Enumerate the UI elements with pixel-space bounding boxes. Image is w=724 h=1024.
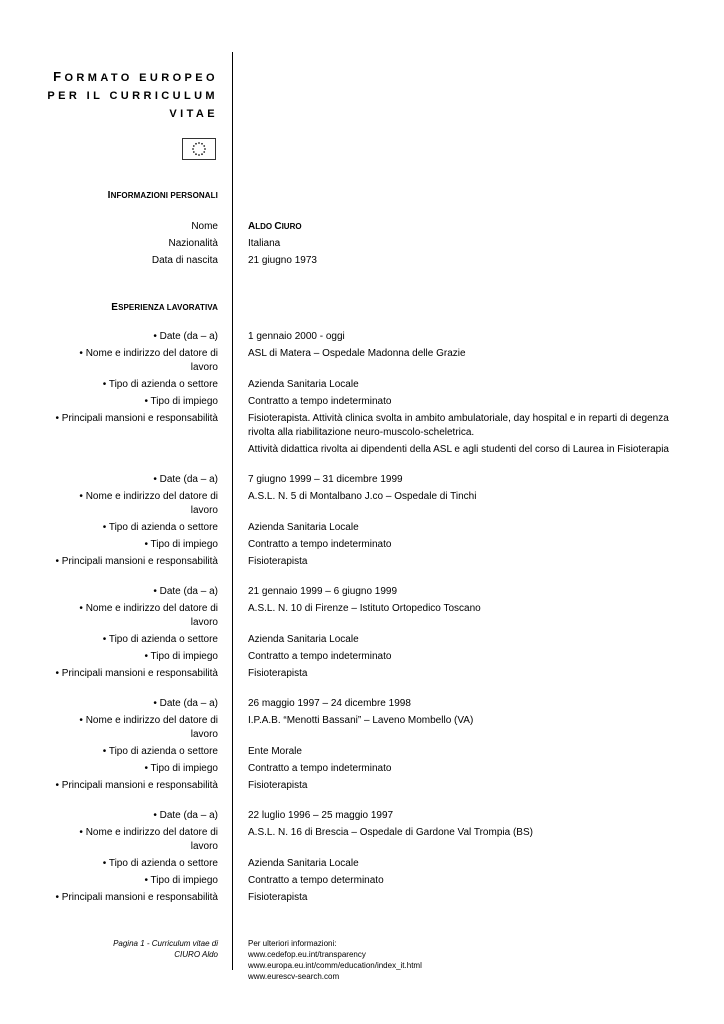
job-duties-label: • Principali mansioni e responsabilità (55, 413, 218, 424)
job-duties: Fisioterapista (248, 556, 308, 567)
job-employment-label: • Tipo di impiego (144, 539, 218, 550)
footer-info (248, 938, 548, 982)
job-duties-label: • Principali mansioni e responsabilità (55, 892, 218, 903)
birth-date-label: Data di nascita (151, 255, 218, 266)
job-employer: ASL di Matera – Ospedale Madonna delle Grazie (248, 348, 466, 359)
job-sector: Azienda Sanitaria Locale (248, 522, 359, 533)
name-label: Nome (191, 221, 218, 232)
job-sector-label: • Tipo di azienda o settore (102, 858, 218, 869)
nationality-label: Nazionalità (168, 238, 218, 249)
job-employer: A.S.L. N. 16 di Brescia – Ospedale di Gardone Val Trompia (BS) (248, 827, 533, 838)
birth-date-value: 21 giugno 1973 (248, 255, 317, 266)
job-date-label: • Date (da – a) (153, 698, 218, 709)
job-date-label: • Date (da – a) (153, 331, 218, 342)
document-title: FORMATO EUROPEO PER IL CURRICULUM VITAE (47, 69, 218, 120)
job-employer-label: • Nome e indirizzo del datore di lavoro (79, 715, 218, 740)
job-duties: Fisioterapista (248, 668, 308, 679)
job-sector-label: • Tipo di azienda o settore (102, 634, 218, 645)
job-date-label: • Date (da – a) (153, 586, 218, 597)
job-date: 22 luglio 1996 – 25 maggio 1997 (248, 810, 394, 821)
job-employer-label: • Nome e indirizzo del datore di lavoro (79, 491, 218, 516)
eu-flag-logo (182, 138, 216, 160)
job-employment-label: • Tipo di impiego (144, 763, 218, 774)
job-employment-label: • Tipo di impiego (144, 651, 218, 662)
job-sector-label: • Tipo di azienda o settore (102, 522, 218, 533)
job-date-label: • Date (da – a) (153, 810, 218, 821)
job-duties-extra: Attività didattica rivolta ai dipendenti della ASL e agli studenti del corso di Laurea in Fisioterapia (248, 444, 669, 455)
job-date: 1 gennaio 2000 - oggi (248, 331, 345, 342)
footer-link[interactable]: www.eurescv-search.com (248, 972, 340, 981)
job-sector-label: • Tipo di azienda o settore (102, 379, 218, 390)
page-footer-label: Pagina 1 - Curriculum vitae di CIURO Aldo (113, 939, 218, 959)
job-duties: Fisioterapista (248, 892, 308, 903)
job-sector-label: • Tipo di azienda o settore (102, 746, 218, 757)
job-employer-label: • Nome e indirizzo del datore di lavoro (79, 603, 218, 628)
job-duties: Fisioterapista (248, 780, 308, 791)
personal-info-heading: INFORMAZIONI PERSONALI (107, 190, 218, 201)
work-experience-heading: ESPERIENZA LAVORATIVA (111, 302, 218, 313)
job-sector: Azienda Sanitaria Locale (248, 858, 359, 869)
job-employment: Contratto a tempo indeterminato (248, 763, 392, 774)
job-employment-label: • Tipo di impiego (144, 875, 218, 886)
name-value: ALDO CIURO (248, 221, 302, 232)
nationality-value: Italiana (248, 238, 281, 249)
eu-stars-icon (183, 139, 215, 159)
job-employer: A.S.L. N. 10 di Firenze – Istituto Ortopedico Toscano (248, 603, 481, 614)
job-duties: Fisioterapista. Attività clinica svolta in ambito ambulatoriale, day hospital e in reparti di degenza rivolta alla riabilitazione neuro-muscolo-scheletrica. (248, 413, 669, 438)
job-sector: Azienda Sanitaria Locale (248, 634, 359, 645)
job-employment: Contratto a tempo indeterminato (248, 539, 392, 550)
job-date: 7 giugno 1999 – 31 dicembre 1999 (248, 474, 403, 485)
job-sector: Azienda Sanitaria Locale (248, 379, 359, 390)
job-duties-label: • Principali mansioni e responsabilità (55, 556, 218, 567)
footer-link[interactable]: www.cedefop.eu.int/transparency (248, 950, 366, 959)
column-divider (232, 52, 233, 970)
job-date: 26 maggio 1997 – 24 dicembre 1998 (248, 698, 411, 709)
job-employer-label: • Nome e indirizzo del datore di lavoro (79, 827, 218, 852)
job-employment: Contratto a tempo indeterminato (248, 651, 392, 662)
footer-link[interactable]: www.europa.eu.int/comm/education/index_it.html (248, 961, 422, 970)
job-employer-label: • Nome e indirizzo del datore di lavoro (79, 348, 218, 373)
job-employment-label: • Tipo di impiego (144, 396, 218, 407)
job-date: 21 gennaio 1999 – 6 giugno 1999 (248, 586, 398, 597)
job-date-label: • Date (da – a) (153, 474, 218, 485)
job-employer: I.P.A.B. “Menotti Bassani” – Laveno Mombello (VA) (248, 715, 474, 726)
job-duties-label: • Principali mansioni e responsabilità (55, 780, 218, 791)
job-sector: Ente Morale (248, 746, 302, 757)
job-duties-label: • Principali mansioni e responsabilità (55, 668, 218, 679)
job-employment: Contratto a tempo indeterminato (248, 396, 392, 407)
job-employer: A.S.L. N. 5 di Montalbano J.co – Ospedale di Tinchi (248, 491, 477, 502)
footer-info-heading: Per ulteriori informazioni: (248, 939, 337, 948)
job-employment: Contratto a tempo determinato (248, 875, 384, 886)
